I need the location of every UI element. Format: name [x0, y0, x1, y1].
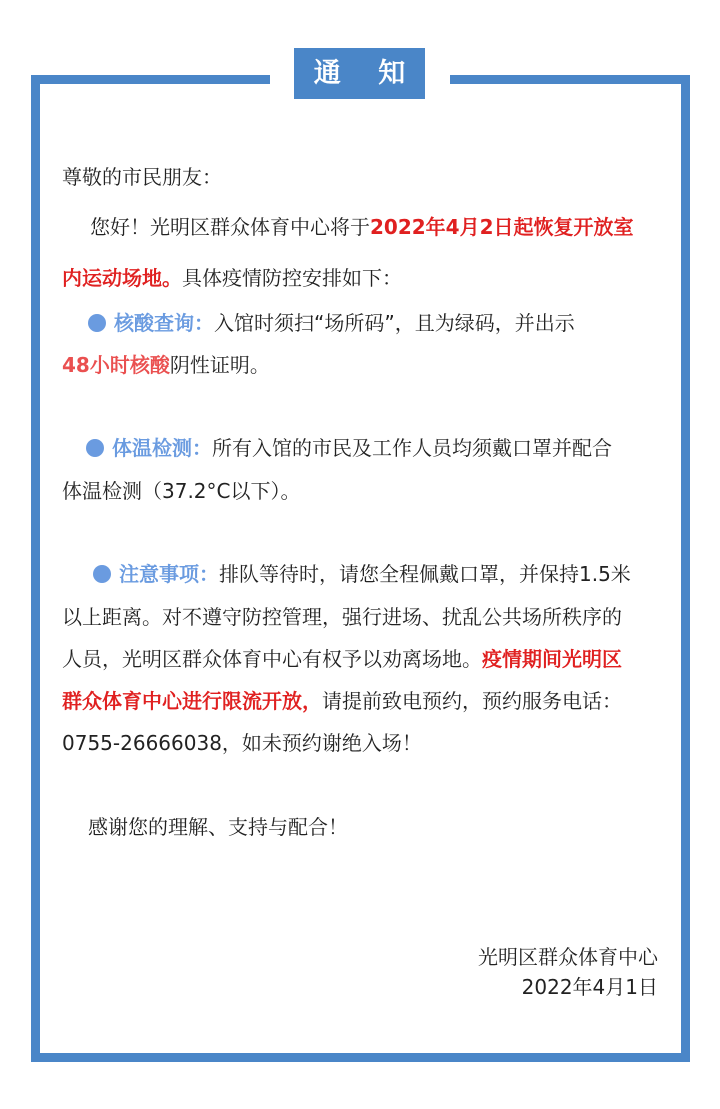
item-notice-line-1	[93, 553, 693, 595]
item-nucleic-label: 核酸查询：	[114, 311, 214, 335]
item-notice-highlight-1: 疫情期间光明区	[482, 647, 622, 671]
item-notice-text-3: 人员，光明区群众体育中心有权予以劝离场地。	[62, 647, 482, 671]
signature-date: 2022年4月1日	[521, 975, 658, 999]
item-notice-line-5: 0755-26666038，如未预约谢绝入场！	[62, 731, 422, 755]
intro-line-2	[62, 257, 662, 299]
item-notice-text-4: 请提前致电预约，预约服务电话：	[322, 689, 622, 713]
bullet-dot-icon	[86, 439, 104, 457]
item-notice-label: 注意事项：	[119, 562, 219, 586]
item-nucleic-text-1: 入馆时须扫“场所码”，且为绿码，并出示	[214, 311, 575, 335]
item-notice-text-1: 排队等待时，请您全程佩戴口罩，并保持1.5米	[219, 562, 631, 586]
item-temp-label: 体温检测：	[112, 436, 212, 460]
item-nucleic-text-2: 阴性证明。	[169, 353, 270, 377]
greeting: 尊敬的市民朋友：	[62, 165, 222, 189]
bullet-dot-icon	[93, 565, 111, 583]
item-notice-line-2: 以上距离。对不遵守防控管理，强行进场、扰乱公共场所秩序的	[62, 605, 622, 629]
item-nucleic-line-1	[88, 302, 688, 344]
item-nucleic-line-2	[62, 344, 662, 386]
item-notice-highlight-2: 群众体育中心进行限流开放，	[62, 689, 322, 713]
item-nucleic-highlight: 48小时核酸	[62, 353, 170, 377]
intro-date-highlight: 2022年4月2日起恢复开放室	[370, 215, 634, 239]
item-temp-line-1	[86, 427, 686, 469]
intro-venue-highlight: 内运动场地。	[62, 266, 182, 290]
item-notice-line-4	[62, 680, 662, 722]
item-temp-text-1: 所有入馆的市民及工作人员均须戴口罩并配合	[212, 436, 612, 460]
intro-suffix: 具体疫情防控安排如下：	[182, 266, 402, 290]
signature-org: 光明区群众体育中心	[478, 945, 658, 969]
intro-prefix: 您好！光明区群众体育中心将于	[90, 215, 370, 239]
bullet-dot-icon	[88, 314, 106, 332]
item-temp-line-2: 体温检测（37.2°C以下）。	[62, 479, 301, 503]
intro-line-1	[62, 206, 662, 248]
notice-title: 通 知	[294, 48, 425, 99]
thanks-text: 感谢您的理解、支持与配合！	[88, 815, 348, 839]
item-notice-line-3	[62, 638, 662, 680]
